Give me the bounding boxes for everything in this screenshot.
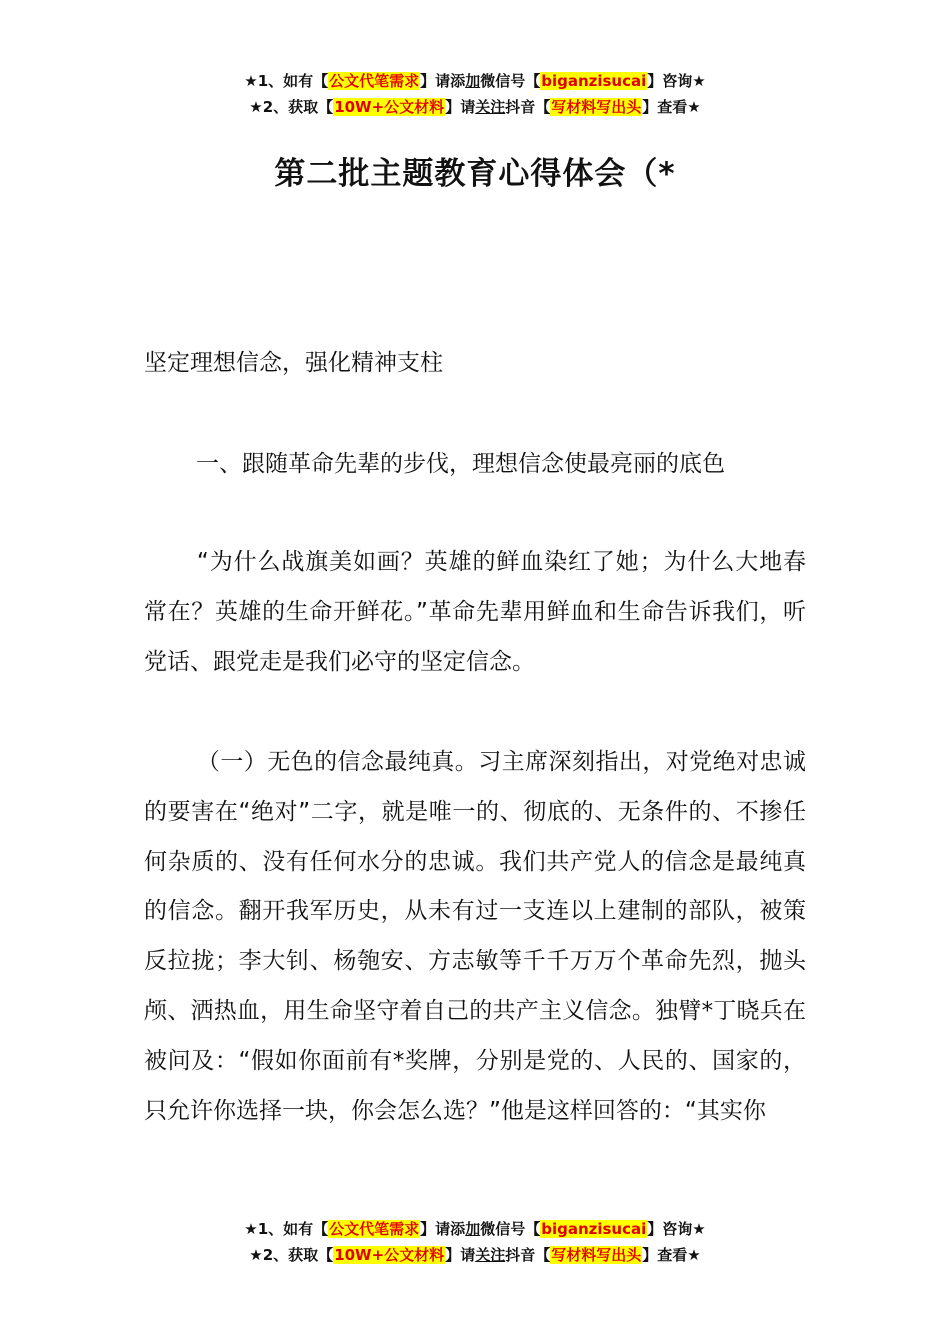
banner-text: ★2、获取【 [249, 98, 334, 116]
banner-text: 抖音【 [505, 98, 551, 116]
highlight-service: 公文代笔需求 [329, 1220, 420, 1238]
banner-underlined: 加 [465, 72, 481, 90]
document-subtitle: 坚定理想信念，强化精神支柱 [144, 350, 443, 376]
header-banner [0, 68, 950, 120]
banner-text: 】咨询★ [647, 1220, 706, 1238]
banner-text: 】请添 [420, 1220, 466, 1238]
banner-underlined: 关注 [475, 98, 506, 116]
banner-line-2 [0, 1242, 950, 1268]
paragraph-2: （一）无色的信念最纯真。习主席深刻指出，对党绝对忠诚的要害在“绝对”二字，就是唯一的、彻底的、无条件的、不掺任何杂质的、没有任何水分的忠诚。我们共产党人的信念是最纯真的信念。翻开我军历史，从未有过一支连以上建制的部队，被策反拉拢；李大钊、杨匏安、方志敏等千千万万个革命先烈，抛头颅、洒热血，用生命坚守着自己的共产主义信念。独臂*丁晓兵在被问及：“假如你面前有*奖牌，分别是党的、人民的、国家的，只允许你选择一块，你会怎么选？”他是这样回答的：“其实你 [144, 749, 806, 1124]
banner-text: 】咨询★ [647, 72, 706, 90]
banner-line-1 [0, 68, 950, 94]
highlight-service: 公文代笔需求 [329, 72, 420, 90]
footer-banner [0, 1216, 950, 1268]
document-title: 第二批主题教育心得体会（* [274, 156, 676, 192]
highlight-douyin-account: 写材料写出头 [551, 1246, 642, 1264]
banner-line-2 [0, 94, 950, 120]
banner-underlined: 关注 [475, 1246, 506, 1264]
highlight-douyin-account: 写材料写出头 [551, 98, 642, 116]
highlight-wechat-id: biganzisucai [541, 1220, 647, 1238]
banner-text: 】请添 [420, 72, 466, 90]
paragraph-1: “为什么战旗美如画？英雄的鲜血染红了她；为什么大地春常在？英雄的生命开鲜花。”革命先辈用鲜血和生命告诉我们，听党话、跟党走是我们必守的坚定信念。 [144, 549, 806, 675]
banner-text: ★1、如有【 [244, 72, 329, 90]
banner-text: 】请 [445, 1246, 476, 1264]
banner-text: ★2、获取【 [249, 1246, 334, 1264]
banner-text: 抖音【 [505, 1246, 551, 1264]
section-heading: 一、跟随革命先辈的步伐，理想信念使最亮丽的底色 [196, 451, 725, 477]
banner-underlined: 加 [465, 1220, 481, 1238]
highlight-materials: 10W+公文材料 [334, 98, 445, 116]
highlight-wechat-id: biganzisucai [541, 72, 647, 90]
banner-text: 】查看★ [642, 98, 701, 116]
banner-text: 微信号【 [480, 72, 541, 90]
banner-text: 】请 [445, 98, 476, 116]
banner-text: 微信号【 [480, 1220, 541, 1238]
banner-text: ★1、如有【 [244, 1220, 329, 1238]
banner-line-1 [0, 1216, 950, 1242]
highlight-materials: 10W+公文材料 [334, 1246, 445, 1264]
banner-text: 】查看★ [642, 1246, 701, 1264]
